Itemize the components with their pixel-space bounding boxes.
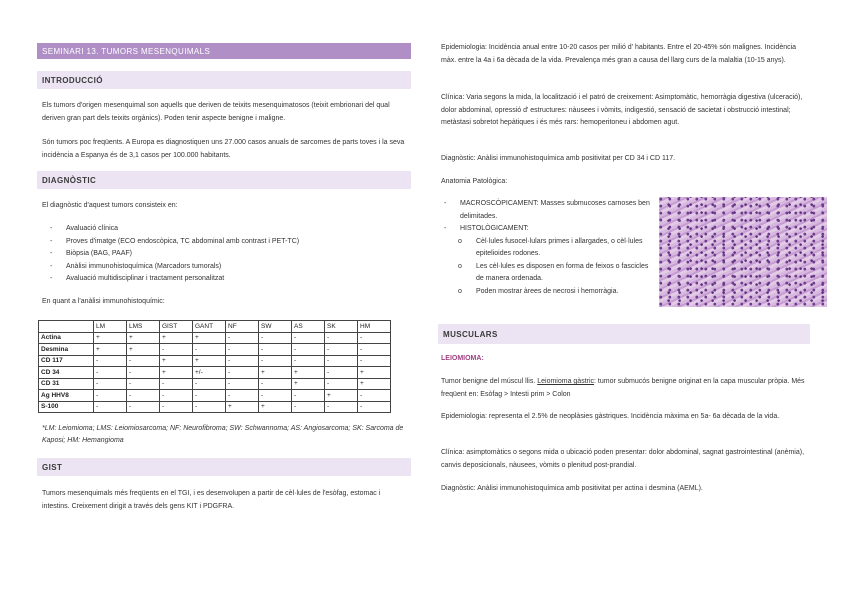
section-heading-introduccio: INTRODUCCIÓ [37,71,411,89]
table-cell: - [358,401,391,413]
text: Tumor benigne del múscul llis. [441,378,538,385]
table-cell: - [226,344,259,356]
pathology-list [440,198,650,298]
table-cell: - [325,355,358,367]
table-header: GIST [160,321,193,333]
intro-paragraph-2: Són tumors poc freqüents. A Europa es diagnostiquen uns 27.000 casos anuals de sarcomes de parts toves i la seva incidència a Espanya és de 3,1 casos per 100.000 habitants. [42,139,405,159]
table-header: SK [325,321,358,333]
table-cell: - [259,344,292,356]
ihq-intro: En quant a l'anàlisi immunohistoquímic: [42,298,165,305]
table-header: HM [358,321,391,333]
table-cell: + [259,401,292,413]
table-cell: + [259,367,292,379]
text: Incidència anual entre 10-20 casos per milió d' habitants. Entre el 20-45% són malignes. Incidència màx. entre la 4a i 6a dècada de la vida. Prevalença més gran a causa del llarg curs de la malaltia (10-15 anys). [441,44,797,64]
table-cell: - [292,401,325,413]
text: asimptomàtics o segons mida o ubicació poden presentar: dolor abdominal, sagnat gastrointestinal (anèmia), canvis deposicionals, nàusees, vòmits o plenitud post-prandial. [441,449,805,469]
table-header: SW [259,321,292,333]
table-cell: - [127,378,160,390]
table-cell: - [358,332,391,344]
diagnostic-list [36,223,406,286]
table-footnote: *LM: Leiomioma; LMS: Leiomiosarcoma; NF: Neurofibroma; SW: Schwannoma; AS: Angiosarcoma; SK: Sarcoma de Kaposi; HM: Hemangioma [42,425,404,444]
anatomy-pathology-label: Anatomia Patològica: [441,178,508,185]
leiomioma-diagnosis [441,483,809,496]
table-cell: - [94,390,127,402]
gist-diagnosis [441,153,809,166]
table-cell: + [193,355,226,367]
table-cell: + [127,332,160,344]
row-header: Actina [39,332,94,344]
list-item: - Avaluació multidisciplinar i tractament personalitzat [36,273,406,286]
row-header: Desmina [39,344,94,356]
table-row [39,401,391,413]
label: Clínica: [441,94,465,101]
gist-clinical [441,92,809,130]
section-heading-musculars: MUSCULARS [438,324,810,344]
table-header: AS [292,321,325,333]
table-cell: + [127,344,160,356]
section-heading-gist: GIST [37,458,411,476]
table-cell [39,321,94,333]
table-header: GANT [193,321,226,333]
macro-text: Masses submucoses carnoses ben delimitades. [460,200,650,220]
table-row [39,355,391,367]
leiomioma-heading: LEIOMIOMA: [441,355,484,362]
table-cell: - [292,344,325,356]
table-header: LM [94,321,127,333]
list-item: - Anàlisi immunohistoquímica (Marcadors tumorals) [36,261,406,274]
table-cell: - [94,378,127,390]
table-cell: + [193,332,226,344]
table-cell: - [358,355,391,367]
table-cell: - [193,344,226,356]
table-cell: - [226,367,259,379]
table-cell: - [226,390,259,402]
table-cell: +/- [193,367,226,379]
table-cell: - [127,367,160,379]
table-cell: + [160,355,193,367]
table-cell: + [358,378,391,390]
table-cell: - [259,378,292,390]
table-row [39,390,391,402]
table-cell: - [226,355,259,367]
table-cell: - [193,401,226,413]
table-cell: + [94,344,127,356]
leiomioma-epidemiology [441,411,809,424]
leiomioma-paragraph [441,376,809,401]
row-header: S-100 [39,401,94,413]
table-cell: - [94,367,127,379]
label: Diagnòstic: [441,485,476,492]
table-row [39,344,391,356]
diagnostic-intro: El diagnòstic d'aquest tumors consisteix en: [42,202,178,209]
table-cell: + [325,390,358,402]
table-cell: - [358,344,391,356]
table-header: NF [226,321,259,333]
gist-paragraph: Tumors mesenquimals més freqüents en el TGI, i es desenvolupen a partir de cèl·lules de l'esòfag, estomac i intestins. Creixement dirigit a través dels gens KIT i PDGFRA. [42,490,381,510]
table-cell: - [259,390,292,402]
table-cell: + [160,367,193,379]
histo-label: HISTOLÒGICAMENT: [460,225,529,232]
table-cell: - [259,355,292,367]
table-cell: - [325,401,358,413]
table-cell: - [127,355,160,367]
table-cell: + [94,332,127,344]
immunohistochemistry-table [38,320,391,413]
row-header: CD 117 [39,355,94,367]
table-header: LMS [127,321,160,333]
table-cell: + [292,378,325,390]
table-cell: - [325,344,358,356]
list-item [440,198,650,223]
text: : tumor submucós benigne originat en la capa muscular pròpia. Més freqüent en: Esòfag > Intesti prim > Colon [441,378,805,398]
label: Epidemiologia: [441,44,487,51]
table-cell: - [193,378,226,390]
table-cell: - [94,355,127,367]
table-cell: - [160,401,193,413]
leiomioma-gastric-term: Leiomioma gàstric [537,378,595,385]
table-cell: + [292,367,325,379]
table-header-row [39,321,391,333]
table-row [39,378,391,390]
table-cell: - [358,390,391,402]
table-cell: - [193,390,226,402]
leiomioma-clinical [441,447,809,472]
list-item: - Proves d'imatge (ECO endoscòpica, TC abdominal amb contrast i PET-TC) [36,236,406,249]
table-cell: - [160,390,193,402]
text: Anàlisi immunohistoquímica amb positivitat per actina i desmina (AEML). [475,485,703,492]
table-cell: - [226,378,259,390]
table-cell: - [226,332,259,344]
list-item: - Biòpsia (BAG, PAAF) [36,248,406,261]
list-item [440,223,650,298]
text: Anàlisi immunohistoquímica amb positivitat per CD 34 i CD 117. [475,155,676,162]
table-cell: + [160,332,193,344]
table-row [39,332,391,344]
histology-sublist [460,236,650,299]
section-heading-diagnostic: DIAGNÒSTIC [37,171,411,189]
text: representa el 2.5% de neoplàsies gàstriques. Incidència màxima en 5a- 6a dècada de la vida. [486,413,780,420]
table-cell: - [127,390,160,402]
text: Varia segons la mida, la localització i el patró de creixement: Asimptomàtic, hemorràgia digestiva (ulceració), dolor abdominal, opressió d' estructures: nàusees i vòmits, indigestió, sensació de sacietat i obstrucció intestinal; metàstasi sobretot hepàtiques i és més rars: hemoperitoneu i abdomen agut. [441,94,803,126]
gist-epidemiology [441,42,809,67]
intro-paragraph-1: Els tumors d'origen mesenquimal son aquells que deriven de teixits mesenquimatosos (teixit embrionari del qual deriven gran part dels teixits orgànics). Poden tenir aspecte benigne i maligne. [42,102,390,122]
table-cell: - [160,344,193,356]
list-item: - Avaluació clínica [36,223,406,236]
table-cell: - [292,332,325,344]
table-cell: - [292,390,325,402]
label: Diagnòstic: [441,155,476,162]
row-header: CD 34 [39,367,94,379]
page-title: SEMINARI 13. TUMORS MESENQUIMALS [37,43,411,59]
table-cell: - [325,332,358,344]
table-cell: - [292,355,325,367]
list-item: o Les cèl·lules es disposen en forma de feixos o fascicles de manera ordenada. [460,261,650,286]
table-cell: - [160,378,193,390]
row-header: Ag HHV8 [39,390,94,402]
table-cell: - [325,367,358,379]
histology-image [659,197,827,307]
list-item: o Poden mostrar àrees de necrosi i hemorràgia. [460,286,650,299]
table-cell: - [325,378,358,390]
label: Clínica: [441,449,465,456]
table-row [39,367,391,379]
table-cell: - [127,401,160,413]
macro-label: MACROSCÒPICAMENT: [460,200,539,207]
table-cell: - [259,332,292,344]
label: Epidemiologia: [441,413,487,420]
table-cell: - [94,401,127,413]
table-cell: + [358,367,391,379]
table-cell: + [226,401,259,413]
list-item: o Cèl·lules fusocel·lulars primes i allargades, o cèl·lules epitelioides rodones. [460,236,650,261]
row-header: CD 31 [39,378,94,390]
